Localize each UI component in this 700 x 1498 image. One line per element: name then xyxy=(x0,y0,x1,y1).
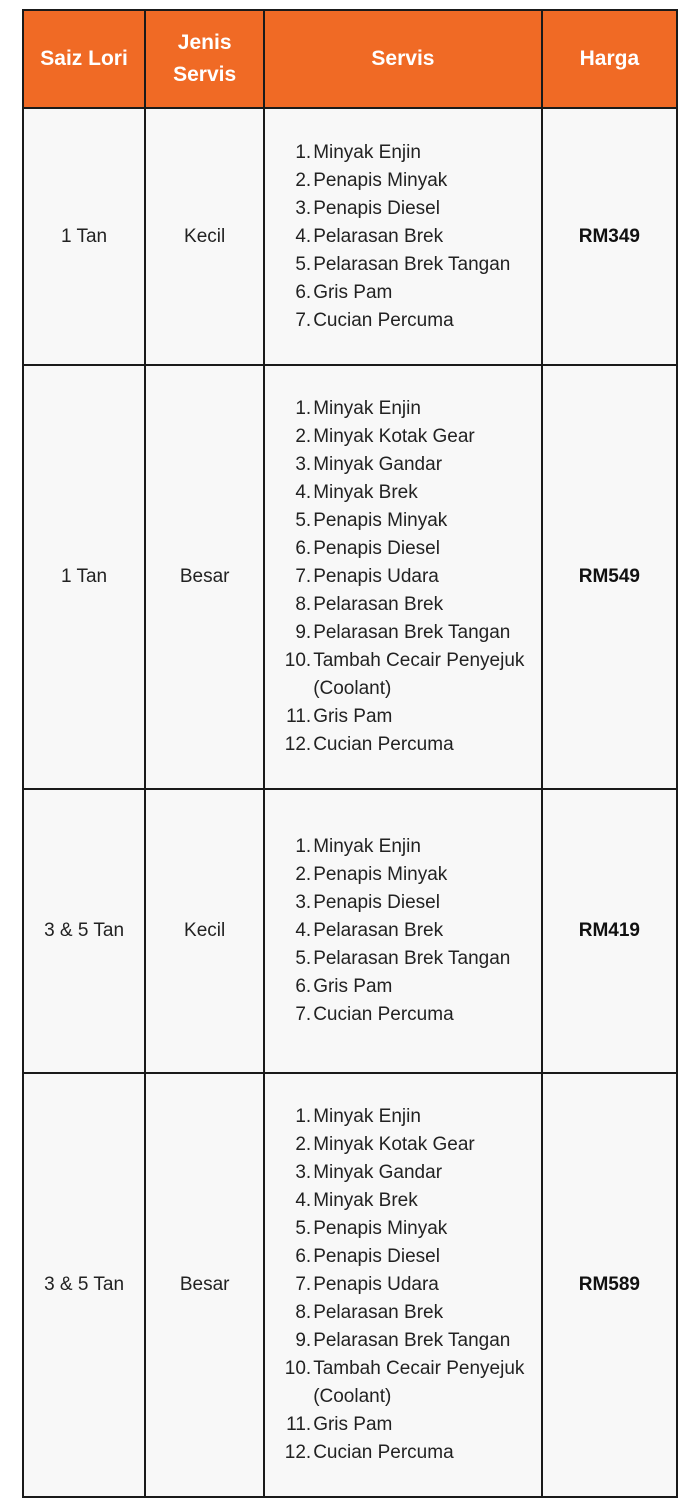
table-row xyxy=(23,365,677,789)
service-number: 1. xyxy=(295,141,312,163)
service-text: Penapis Udara xyxy=(313,566,439,587)
service-number: 5. xyxy=(295,253,312,275)
service-text: Minyak Gandar xyxy=(313,454,443,475)
service-item xyxy=(265,1215,541,1243)
service-item xyxy=(265,563,541,591)
service-number: 10. xyxy=(284,1358,312,1379)
service-number: 12. xyxy=(284,1442,312,1463)
service-item xyxy=(265,973,541,1001)
service-number: 2. xyxy=(295,1134,312,1155)
service-number: 12. xyxy=(284,734,312,755)
cell-size: 1 Tan xyxy=(23,108,145,365)
cell-type: Besar xyxy=(145,1073,264,1497)
service-item xyxy=(265,861,541,889)
service-item xyxy=(265,1159,541,1187)
service-item xyxy=(265,1103,541,1131)
service-number: 1. xyxy=(295,1106,312,1127)
cell-size: 1 Tan xyxy=(23,365,145,789)
service-number: 4. xyxy=(295,920,312,941)
service-number: 2. xyxy=(295,864,312,885)
service-number: 10. xyxy=(284,650,312,671)
service-item xyxy=(265,1001,541,1029)
service-item xyxy=(265,1271,541,1299)
header-type-line2: Servis xyxy=(173,63,237,86)
service-number: 6. xyxy=(295,538,312,559)
cell-type: Besar xyxy=(145,365,264,789)
service-text: Minyak Enjin xyxy=(313,836,421,857)
service-item xyxy=(265,1131,541,1159)
cell-services xyxy=(264,365,542,789)
service-number: 1. xyxy=(295,398,312,419)
service-number: 3. xyxy=(295,197,312,219)
service-text: Cucian Percuma xyxy=(313,309,454,331)
service-item xyxy=(265,1299,541,1327)
service-item xyxy=(265,167,541,195)
service-text: Pelarasan Brek Tangan xyxy=(313,1330,511,1351)
service-item xyxy=(265,703,541,731)
service-list xyxy=(265,1103,541,1467)
service-number: 6. xyxy=(295,976,312,997)
service-text: Pelarasan Brek xyxy=(313,920,444,941)
cell-services xyxy=(264,789,542,1073)
service-item xyxy=(265,395,541,423)
service-text: Penapis Udara xyxy=(313,1274,439,1295)
service-number: 5. xyxy=(295,948,312,969)
service-text: Gris Pam xyxy=(313,281,393,303)
service-item xyxy=(265,889,541,917)
service-item xyxy=(265,195,541,223)
service-text: Penapis Diesel xyxy=(313,1246,440,1267)
service-text: Minyak Kotak Gear xyxy=(313,426,475,447)
table-row xyxy=(23,1073,677,1497)
service-number: 2. xyxy=(295,426,312,447)
service-number: 7. xyxy=(295,309,312,331)
service-text: Gris Pam xyxy=(313,706,393,727)
cell-price: RM549 xyxy=(542,365,677,789)
header-size: Saiz Lori xyxy=(23,10,145,108)
service-text: Minyak Enjin xyxy=(313,398,421,419)
service-number: 3. xyxy=(295,454,312,475)
service-number: 7. xyxy=(295,1004,312,1025)
service-number: 6. xyxy=(295,281,312,303)
table-row xyxy=(23,789,677,1073)
service-text: Minyak Enjin xyxy=(313,1106,421,1127)
service-text: Gris Pam xyxy=(313,976,393,997)
service-text: Pelarasan Brek Tangan xyxy=(313,622,511,643)
service-number: 5. xyxy=(295,510,312,531)
service-text: Penapis Diesel xyxy=(313,892,440,913)
service-item xyxy=(265,307,541,335)
service-number: 4. xyxy=(295,225,312,247)
cell-type: Kecil xyxy=(145,789,264,1073)
service-text: Penapis Diesel xyxy=(313,538,440,559)
service-text: Minyak Brek xyxy=(313,482,418,503)
cell-price: RM589 xyxy=(542,1073,677,1497)
service-item xyxy=(265,945,541,973)
header-service: Servis xyxy=(264,10,542,108)
service-number: 11. xyxy=(286,1414,312,1435)
service-number: 8. xyxy=(295,594,312,615)
service-item xyxy=(265,423,541,451)
service-item xyxy=(265,1187,541,1215)
cell-services xyxy=(264,108,542,365)
service-item xyxy=(265,647,541,703)
cell-price: RM349 xyxy=(542,108,677,365)
service-number: 2. xyxy=(295,169,312,191)
table-header-row xyxy=(23,10,677,108)
service-number: 4. xyxy=(295,482,312,503)
service-text: Tambah Cecair Penyejuk (Coolant) xyxy=(313,1358,525,1407)
service-item xyxy=(265,731,541,759)
service-number: 7. xyxy=(295,566,312,587)
service-text: Pelarasan Brek Tangan xyxy=(313,948,511,969)
header-price: Harga xyxy=(542,10,677,108)
service-number: 1. xyxy=(295,836,312,857)
service-item xyxy=(265,535,541,563)
service-number: 3. xyxy=(295,892,312,913)
service-number: 3. xyxy=(295,1162,312,1183)
service-item xyxy=(265,1327,541,1355)
service-item xyxy=(265,279,541,307)
service-number: 8. xyxy=(295,1302,312,1323)
cell-type: Kecil xyxy=(145,108,264,365)
service-text: Penapis Minyak xyxy=(313,864,448,885)
service-number: 9. xyxy=(295,1330,312,1351)
service-item xyxy=(265,251,541,279)
service-list xyxy=(265,833,541,1029)
service-text: Cucian Percuma xyxy=(313,1004,454,1025)
service-number: 11. xyxy=(286,706,312,727)
service-price-table xyxy=(22,9,678,1498)
service-text: Cucian Percuma xyxy=(313,734,454,755)
service-list xyxy=(265,139,541,335)
service-text: Pelarasan Brek xyxy=(313,225,444,247)
service-text: Penapis Diesel xyxy=(313,197,440,219)
service-text: Cucian Percuma xyxy=(313,1442,454,1463)
service-text: Pelarasan Brek xyxy=(313,1302,444,1323)
service-item xyxy=(265,507,541,535)
service-item xyxy=(265,917,541,945)
cell-price: RM419 xyxy=(542,789,677,1073)
service-item xyxy=(265,591,541,619)
service-item xyxy=(265,139,541,167)
header-type xyxy=(145,10,264,108)
service-item xyxy=(265,619,541,647)
service-item xyxy=(265,479,541,507)
service-number: 7. xyxy=(295,1274,312,1295)
service-item xyxy=(265,1411,541,1439)
cell-services xyxy=(264,1073,542,1497)
service-text: Penapis Minyak xyxy=(313,1218,448,1239)
service-item xyxy=(265,1439,541,1467)
service-number: 9. xyxy=(295,622,312,643)
service-list xyxy=(265,395,541,759)
service-text: Penapis Minyak xyxy=(313,510,448,531)
service-text: Tambah Cecair Penyejuk (Coolant) xyxy=(313,650,525,699)
cell-size: 3 & 5 Tan xyxy=(23,789,145,1073)
service-text: Minyak Gandar xyxy=(313,1162,443,1183)
service-text: Penapis Minyak xyxy=(313,169,448,191)
service-number: 4. xyxy=(295,1190,312,1211)
service-item xyxy=(265,451,541,479)
header-type-line1: Jenis xyxy=(177,31,232,54)
service-number: 5. xyxy=(295,1218,312,1239)
service-item xyxy=(265,1243,541,1271)
service-text: Gris Pam xyxy=(313,1414,393,1435)
service-item xyxy=(265,223,541,251)
service-item xyxy=(265,833,541,861)
service-text: Pelarasan Brek Tangan xyxy=(313,253,511,275)
service-text: Minyak Brek xyxy=(313,1190,418,1211)
service-text: Minyak Enjin xyxy=(313,141,421,163)
service-number: 6. xyxy=(295,1246,312,1267)
service-text: Minyak Kotak Gear xyxy=(313,1134,475,1155)
cell-size: 3 & 5 Tan xyxy=(23,1073,145,1497)
service-item xyxy=(265,1355,541,1411)
table-row xyxy=(23,108,677,365)
service-text: Pelarasan Brek xyxy=(313,594,444,615)
